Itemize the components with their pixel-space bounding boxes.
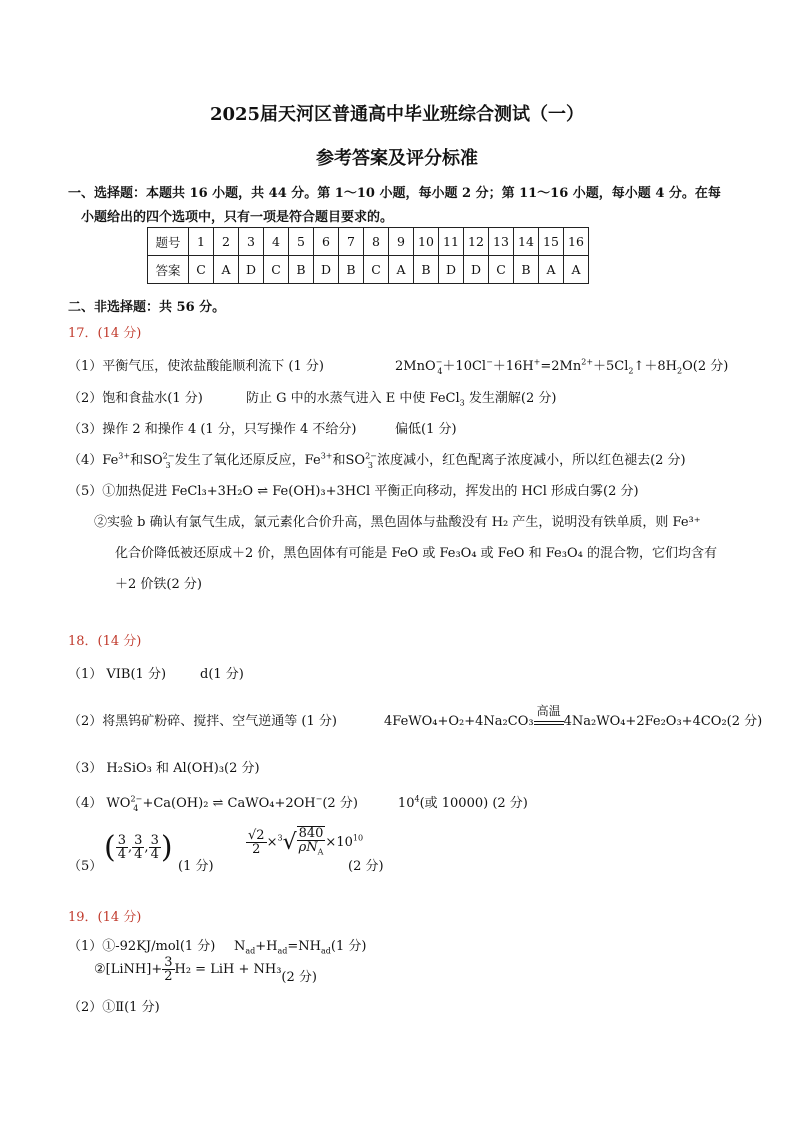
table-cell: 16	[564, 228, 589, 256]
denominator: 4	[134, 847, 143, 862]
table-cell: D	[314, 256, 339, 284]
table-cell: 13	[489, 228, 514, 256]
q18-line5-score2: (2 分)	[348, 859, 384, 874]
table-cell: B	[514, 256, 539, 284]
text-part: 和SO	[130, 453, 163, 468]
q19-line2	[94, 956, 317, 985]
part1-heading-line1: 一、选择题：本题共 16 小题，共 44 分。第 1～10 小题，每小题 2 分；第 11～16 小题，每小题 4 分。在每	[68, 186, 721, 201]
text-part: (2 分)	[322, 796, 358, 811]
power-base: ×10	[325, 834, 353, 850]
circle-mark: ②	[94, 962, 106, 977]
text-part: 发生了氧化还原反应，Fe	[170, 453, 321, 468]
eq-part: =2Mn	[540, 359, 582, 374]
q18-line5-coordinates: ( $\frac{3}{4}$ , $\frac{3}{4}$ , $\frac{3}{4}$ )	[104, 830, 173, 865]
numerator: 3	[150, 833, 159, 848]
q18-label: 18．(14 分)	[68, 634, 142, 649]
fraction	[162, 956, 174, 983]
condition-arrow	[534, 704, 564, 725]
denominator: 2	[252, 841, 261, 857]
q17-label: 17．(14 分)	[68, 326, 142, 341]
table-cell: B	[289, 256, 314, 284]
q17-line1-a: （1）平衡气压，使浓盐酸能顺利流下 (1 分)	[68, 359, 324, 374]
eq-part: ＋16H	[492, 359, 534, 374]
q17-line7: 化合价降低被还原成＋2 价，黑色固体有可能是 FeO 或 Fe₃O₄ 或 FeO 和 Fe₃O₄ 的混合物，它们均含有	[115, 546, 717, 561]
eq-part: 2MnO	[395, 359, 436, 374]
eq-part: ↑＋8H	[633, 359, 678, 374]
eq-part: ＋5Cl	[593, 359, 629, 374]
page-subtitle: 参考答案及评分标准	[316, 148, 478, 169]
numerator: 840	[298, 826, 324, 841]
table-row-answers	[148, 256, 589, 284]
q19-line3: （2）①Ⅱ(1 分)	[68, 1000, 160, 1015]
q18-line1-b: d(1 分)	[200, 667, 244, 682]
text-part: 发生潮解(2 分)	[464, 391, 557, 406]
q17-line2-b: 防止 G 中的水蒸气进入 E 中使 FeCl$_3$ 发生潮解(2 分)	[246, 391, 557, 408]
table-cell: 14	[514, 228, 539, 256]
table-cell: 10	[414, 228, 439, 256]
q18-line5-label: （5）	[68, 859, 103, 874]
q17-line1-equation: $2MnO^-_4+10Cl^-+16H^+=2Mn^{2+}+5Cl_2↑+8H_2O(2$ 分)	[395, 357, 729, 376]
page-title: 2025届天河区普通高中毕业班综合测试（一）	[209, 104, 585, 125]
q17-line4: $(4)Fe^{3+}$和$SO^{2-}_3$ 发生了氧化还原反应，$Fe^{3+}$和$SO^{2-}_3$ 浓度减小，红色配离子浓度减小，所以红色褪去(2 分)	[68, 451, 686, 470]
table-row-label: 答案	[148, 256, 189, 284]
text-part: （4） WO	[68, 796, 131, 811]
table-cell: 12	[464, 228, 489, 256]
fraction	[116, 834, 128, 861]
table-cell: 2	[214, 228, 239, 256]
denominator: 4	[150, 847, 159, 862]
plus-sign: +	[151, 962, 163, 977]
table-cell: 5	[289, 228, 314, 256]
numerator: 3	[134, 833, 143, 848]
paren: (	[104, 830, 116, 865]
table-cell: D	[464, 256, 489, 284]
fraction	[246, 829, 267, 856]
table-cell: C	[264, 256, 289, 284]
text-part: 浓度减小，红色配离子浓度减小，所以红色褪去(2 分)	[372, 453, 686, 468]
q18-line4: （4） $WO^{2-}_4 +Ca(OH)_2$ ⇌ CaWO₄+2OH−(2 分) $10^4$(或 10000) (2 分)	[68, 794, 528, 813]
table-cell: 8	[364, 228, 389, 256]
q19-line1-b: $N_{ad}+H_{ad}=NH_{ad}(1$ 分)	[234, 939, 367, 956]
table-cell: A	[389, 256, 414, 284]
q19-line1-a: （1）①-92KJ/mol(1 分)	[68, 939, 216, 954]
table-cell: A	[564, 256, 589, 284]
denominator: $\rho N_A$	[298, 840, 324, 857]
root-index: 3	[277, 833, 283, 843]
text-part: (1 分)	[330, 939, 367, 954]
q17-line2-a: （2）饱和食盐水(1 分)	[68, 391, 203, 406]
denominator: 2	[164, 969, 173, 984]
table-cell: C	[189, 256, 214, 284]
table-cell: 11	[439, 228, 464, 256]
q17-line8: ＋2 价铁(2 分)	[115, 577, 202, 592]
table-cell: 4	[264, 228, 289, 256]
times-sign: ×	[266, 834, 278, 850]
text-part: +H	[255, 939, 278, 954]
condition-text: 高温	[536, 704, 561, 718]
formula-part: [LiNH]	[105, 962, 152, 977]
text-part: (或 10000) (2 分)	[419, 796, 528, 811]
rho-n: ρN	[298, 840, 318, 855]
text-part: +Ca(OH)₂ ⇌ CaWO₄+2OH	[138, 796, 316, 811]
formula-part: H₂ = LiH + NH₃	[174, 962, 282, 977]
q18-line3: （3） H₂SiO₃ 和 Al(OH)₃(2 分)	[68, 761, 260, 776]
q18-line2-a: （2）将黑钨矿粉碎、搅拌、空气逆通等 (1 分)	[68, 714, 337, 729]
fraction	[297, 826, 326, 859]
table-cell: D	[239, 256, 264, 284]
table-cell: B	[414, 256, 439, 284]
part2-heading: 二、非选择题：共 56 分。	[68, 300, 226, 315]
q17-line3-a: （3）操作 2 和操作 4 (1 分，只写操作 4 不给分)	[68, 422, 357, 437]
paren: )	[160, 830, 173, 865]
eq-part: O(2 分)	[682, 359, 729, 374]
q18-line5-formula	[246, 826, 363, 859]
table-cell: 15	[539, 228, 564, 256]
table-cell: 3	[239, 228, 264, 256]
table-cell: 1	[189, 228, 214, 256]
text-part: =NH	[287, 939, 321, 954]
q17-line5: （5）①加热促进 FeCl₃+3H₂O ⇌ Fe(OH)₃+3HCl 平衡正向移动，挥发出的 HCl 形成白雾(2 分)	[68, 484, 639, 499]
denominator: 4	[117, 847, 126, 862]
q18-line5-score1: (1 分)	[178, 859, 214, 874]
fraction	[149, 834, 161, 861]
q17-line6: ②实验 b 确认有氯气生成，氯元素化合价升高，黑色固体与盐酸没有 H₂ 产生，说明没有铁单质，则 Fe³⁺	[94, 515, 701, 530]
text-part: 和SO	[332, 453, 366, 468]
numerator: 3	[164, 955, 173, 970]
table-cell: 6	[314, 228, 339, 256]
text-part: 10	[397, 796, 415, 811]
numerator: √2	[248, 827, 265, 843]
table-cell: 7	[339, 228, 364, 256]
q18-line2-equation	[384, 704, 763, 729]
text-part: （4）Fe	[68, 453, 119, 468]
q18-line1-a: （1） VIB(1 分)	[68, 667, 167, 682]
eq-part: 4FeWO₄+O₂+4Na₂CO₃	[384, 714, 534, 729]
table-row-label: 题号	[148, 228, 189, 256]
answer-table	[147, 227, 589, 284]
table-cell: C	[364, 256, 389, 284]
exponent: 10	[352, 833, 364, 843]
part1-heading-line2: 小题给出的四个选项中，只有一项是符合题目要求的。	[81, 210, 394, 225]
table-cell: D	[439, 256, 464, 284]
fraction	[132, 834, 144, 861]
table-cell: C	[489, 256, 514, 284]
q19-label: 19．(14 分)	[68, 910, 142, 925]
table-cell: 9	[389, 228, 414, 256]
radical-sign: √	[282, 829, 297, 855]
text-part: 防止 G 中的水蒸气进入 E 中使 FeCl	[246, 391, 460, 406]
eq-part: 4Na₂WO₄+2Fe₂O₃+4CO₂(2 分)	[563, 714, 763, 729]
table-row-numbers	[148, 228, 589, 256]
table-cell: A	[539, 256, 564, 284]
numerator: 3	[117, 833, 126, 848]
table-cell: A	[214, 256, 239, 284]
table-cell: B	[339, 256, 364, 284]
eq-part: ＋10Cl	[442, 359, 487, 374]
score: (2 分)	[281, 970, 317, 985]
q17-line3-b: 偏低(1 分)	[395, 422, 457, 437]
text-part: N	[234, 939, 246, 954]
